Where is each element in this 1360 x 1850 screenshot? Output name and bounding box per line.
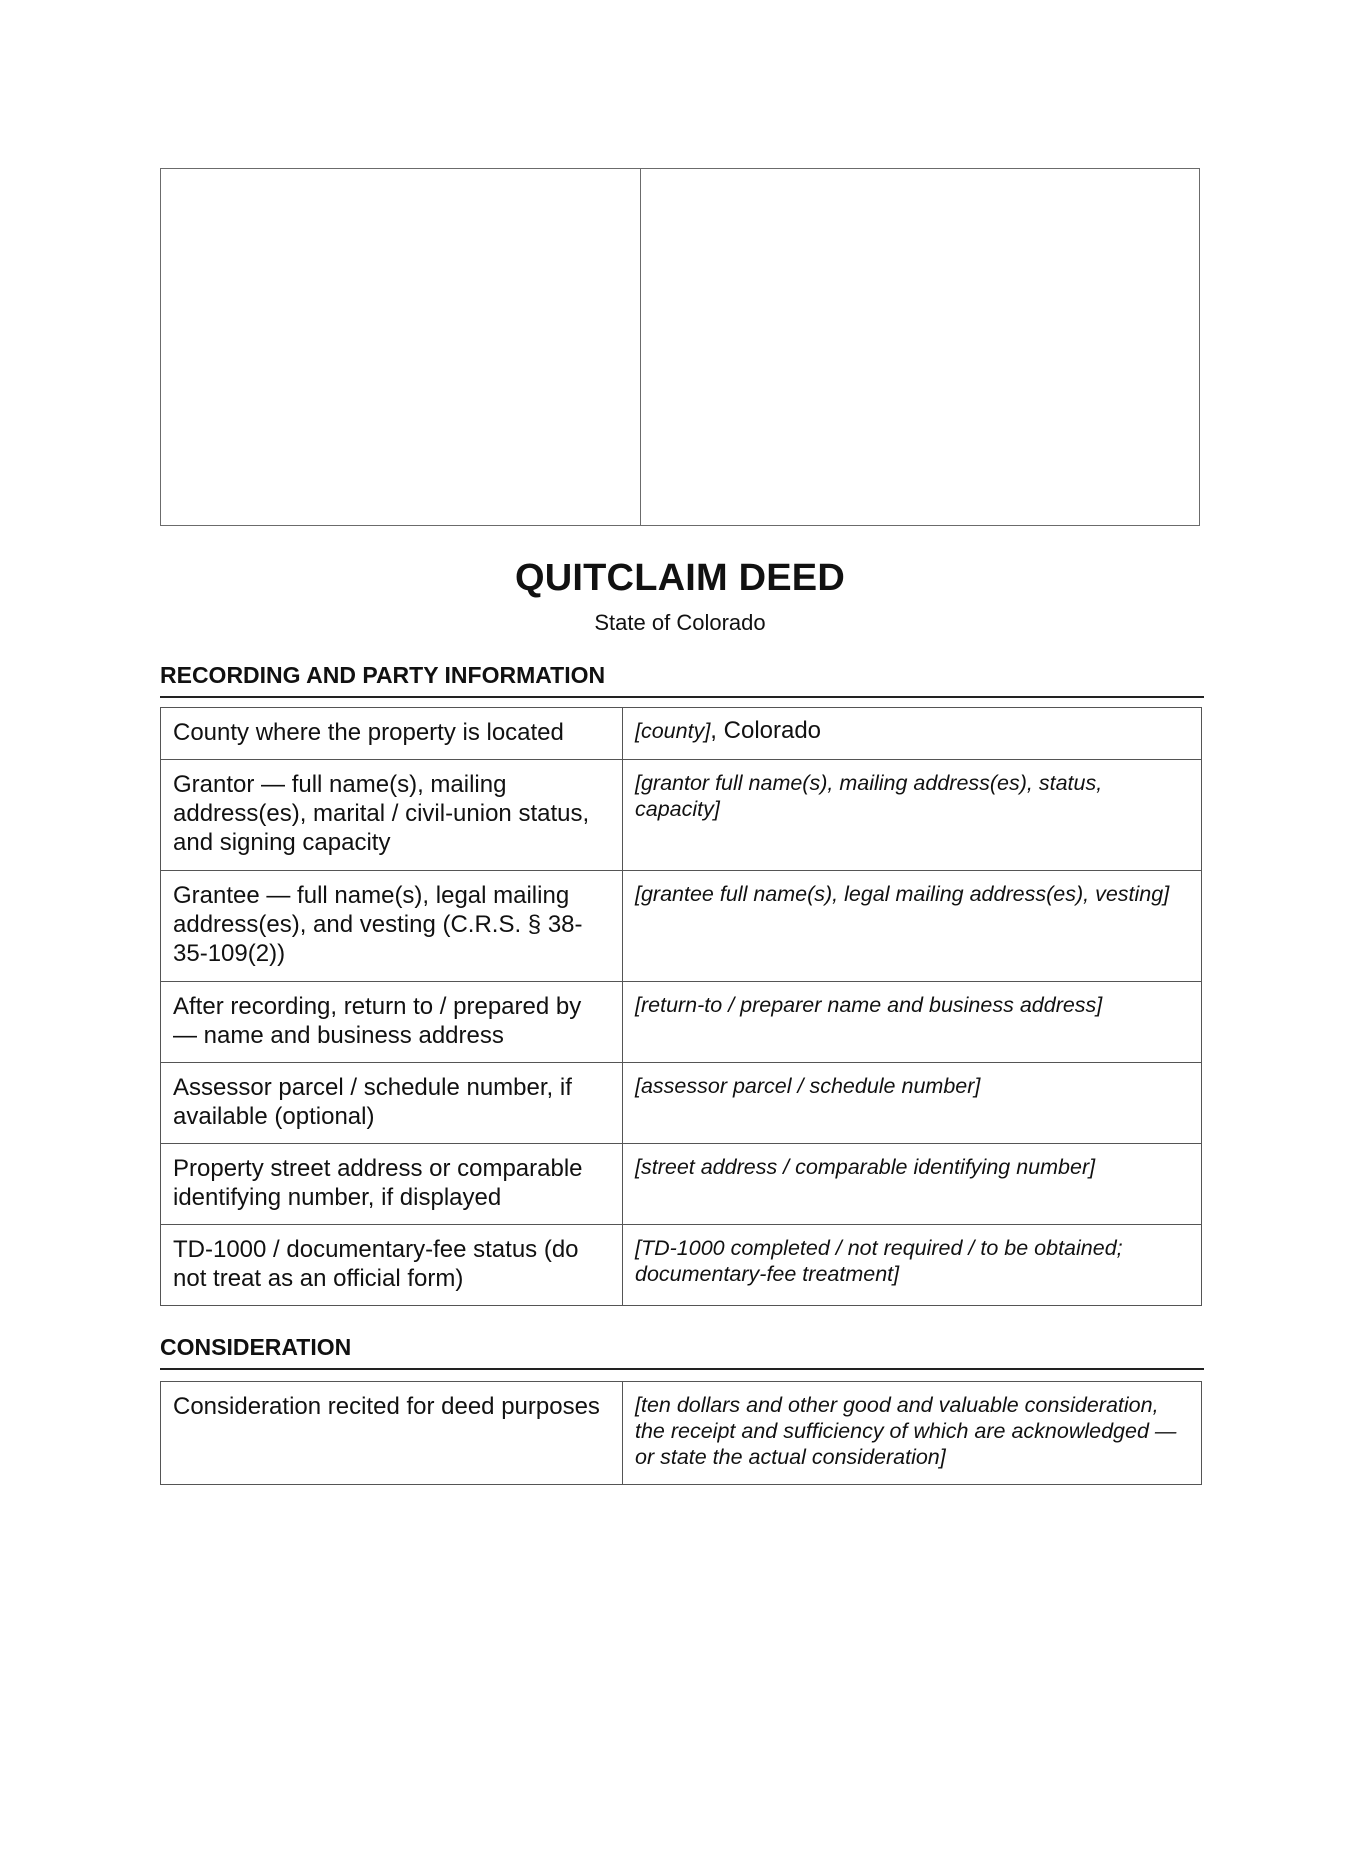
row-value-field[interactable]: [ten dollars and other good and valuable consideration, the receipt and sufficiency of which are acknowledged — or state the actual consideration] <box>623 1382 1202 1485</box>
row-value-placeholder: [county] <box>635 719 711 743</box>
row-value-field[interactable]: [TD-1000 completed / not required / to be obtained; documentary-fee treatment] <box>623 1225 1202 1306</box>
recording-party-table <box>160 707 1202 1306</box>
recording-area-box <box>160 168 1200 526</box>
row-label: Property street address or comparable identifying number, if displayed <box>161 1144 623 1225</box>
consideration-table <box>160 1381 1202 1485</box>
row-label: Grantor — full name(s), mailing address(es), marital / civil-union status, and signing capacity <box>161 760 623 871</box>
document-subtitle: State of Colorado <box>594 610 766 635</box>
row-label: Consideration recited for deed purposes <box>161 1382 623 1485</box>
section-heading-consideration: CONSIDERATION <box>160 1334 1204 1370</box>
row-value-field[interactable]: [grantee full name(s), legal mailing address(es), vesting] <box>623 871 1202 982</box>
row-label: After recording, return to / prepared by — name and business address <box>161 982 623 1063</box>
table-row <box>161 982 1202 1063</box>
section-heading-recording: RECORDING AND PARTY INFORMATION <box>160 662 1204 698</box>
table-row <box>161 1144 1202 1225</box>
table-row <box>161 1063 1202 1144</box>
row-label: TD-1000 / documentary-fee status (do not treat as an official form) <box>161 1225 623 1306</box>
table-row <box>161 760 1202 871</box>
row-value-field[interactable] <box>623 708 1202 760</box>
row-value-field[interactable]: [grantor full name(s), mailing address(es), status, capacity] <box>623 760 1202 871</box>
row-label: County where the property is located <box>161 708 623 760</box>
recording-area-left-cell <box>161 169 641 525</box>
table-row <box>161 708 1202 760</box>
row-label: Grantee — full name(s), legal mailing address(es), and vesting (C.R.S. § 38-35-109(2)) <box>161 871 623 982</box>
table-row <box>161 871 1202 982</box>
row-value-field[interactable]: [assessor parcel / schedule number] <box>623 1063 1202 1144</box>
recording-area-right-cell <box>641 169 1199 525</box>
table-row <box>161 1382 1202 1485</box>
row-value-suffix: , Colorado <box>710 717 822 744</box>
row-label: Assessor parcel / schedule number, if available (optional) <box>161 1063 623 1144</box>
row-value-field[interactable]: [street address / comparable identifying number] <box>623 1144 1202 1225</box>
document-title: QUITCLAIM DEED <box>514 557 845 599</box>
table-row <box>161 1225 1202 1306</box>
row-value-field[interactable]: [return-to / preparer name and business address] <box>623 982 1202 1063</box>
